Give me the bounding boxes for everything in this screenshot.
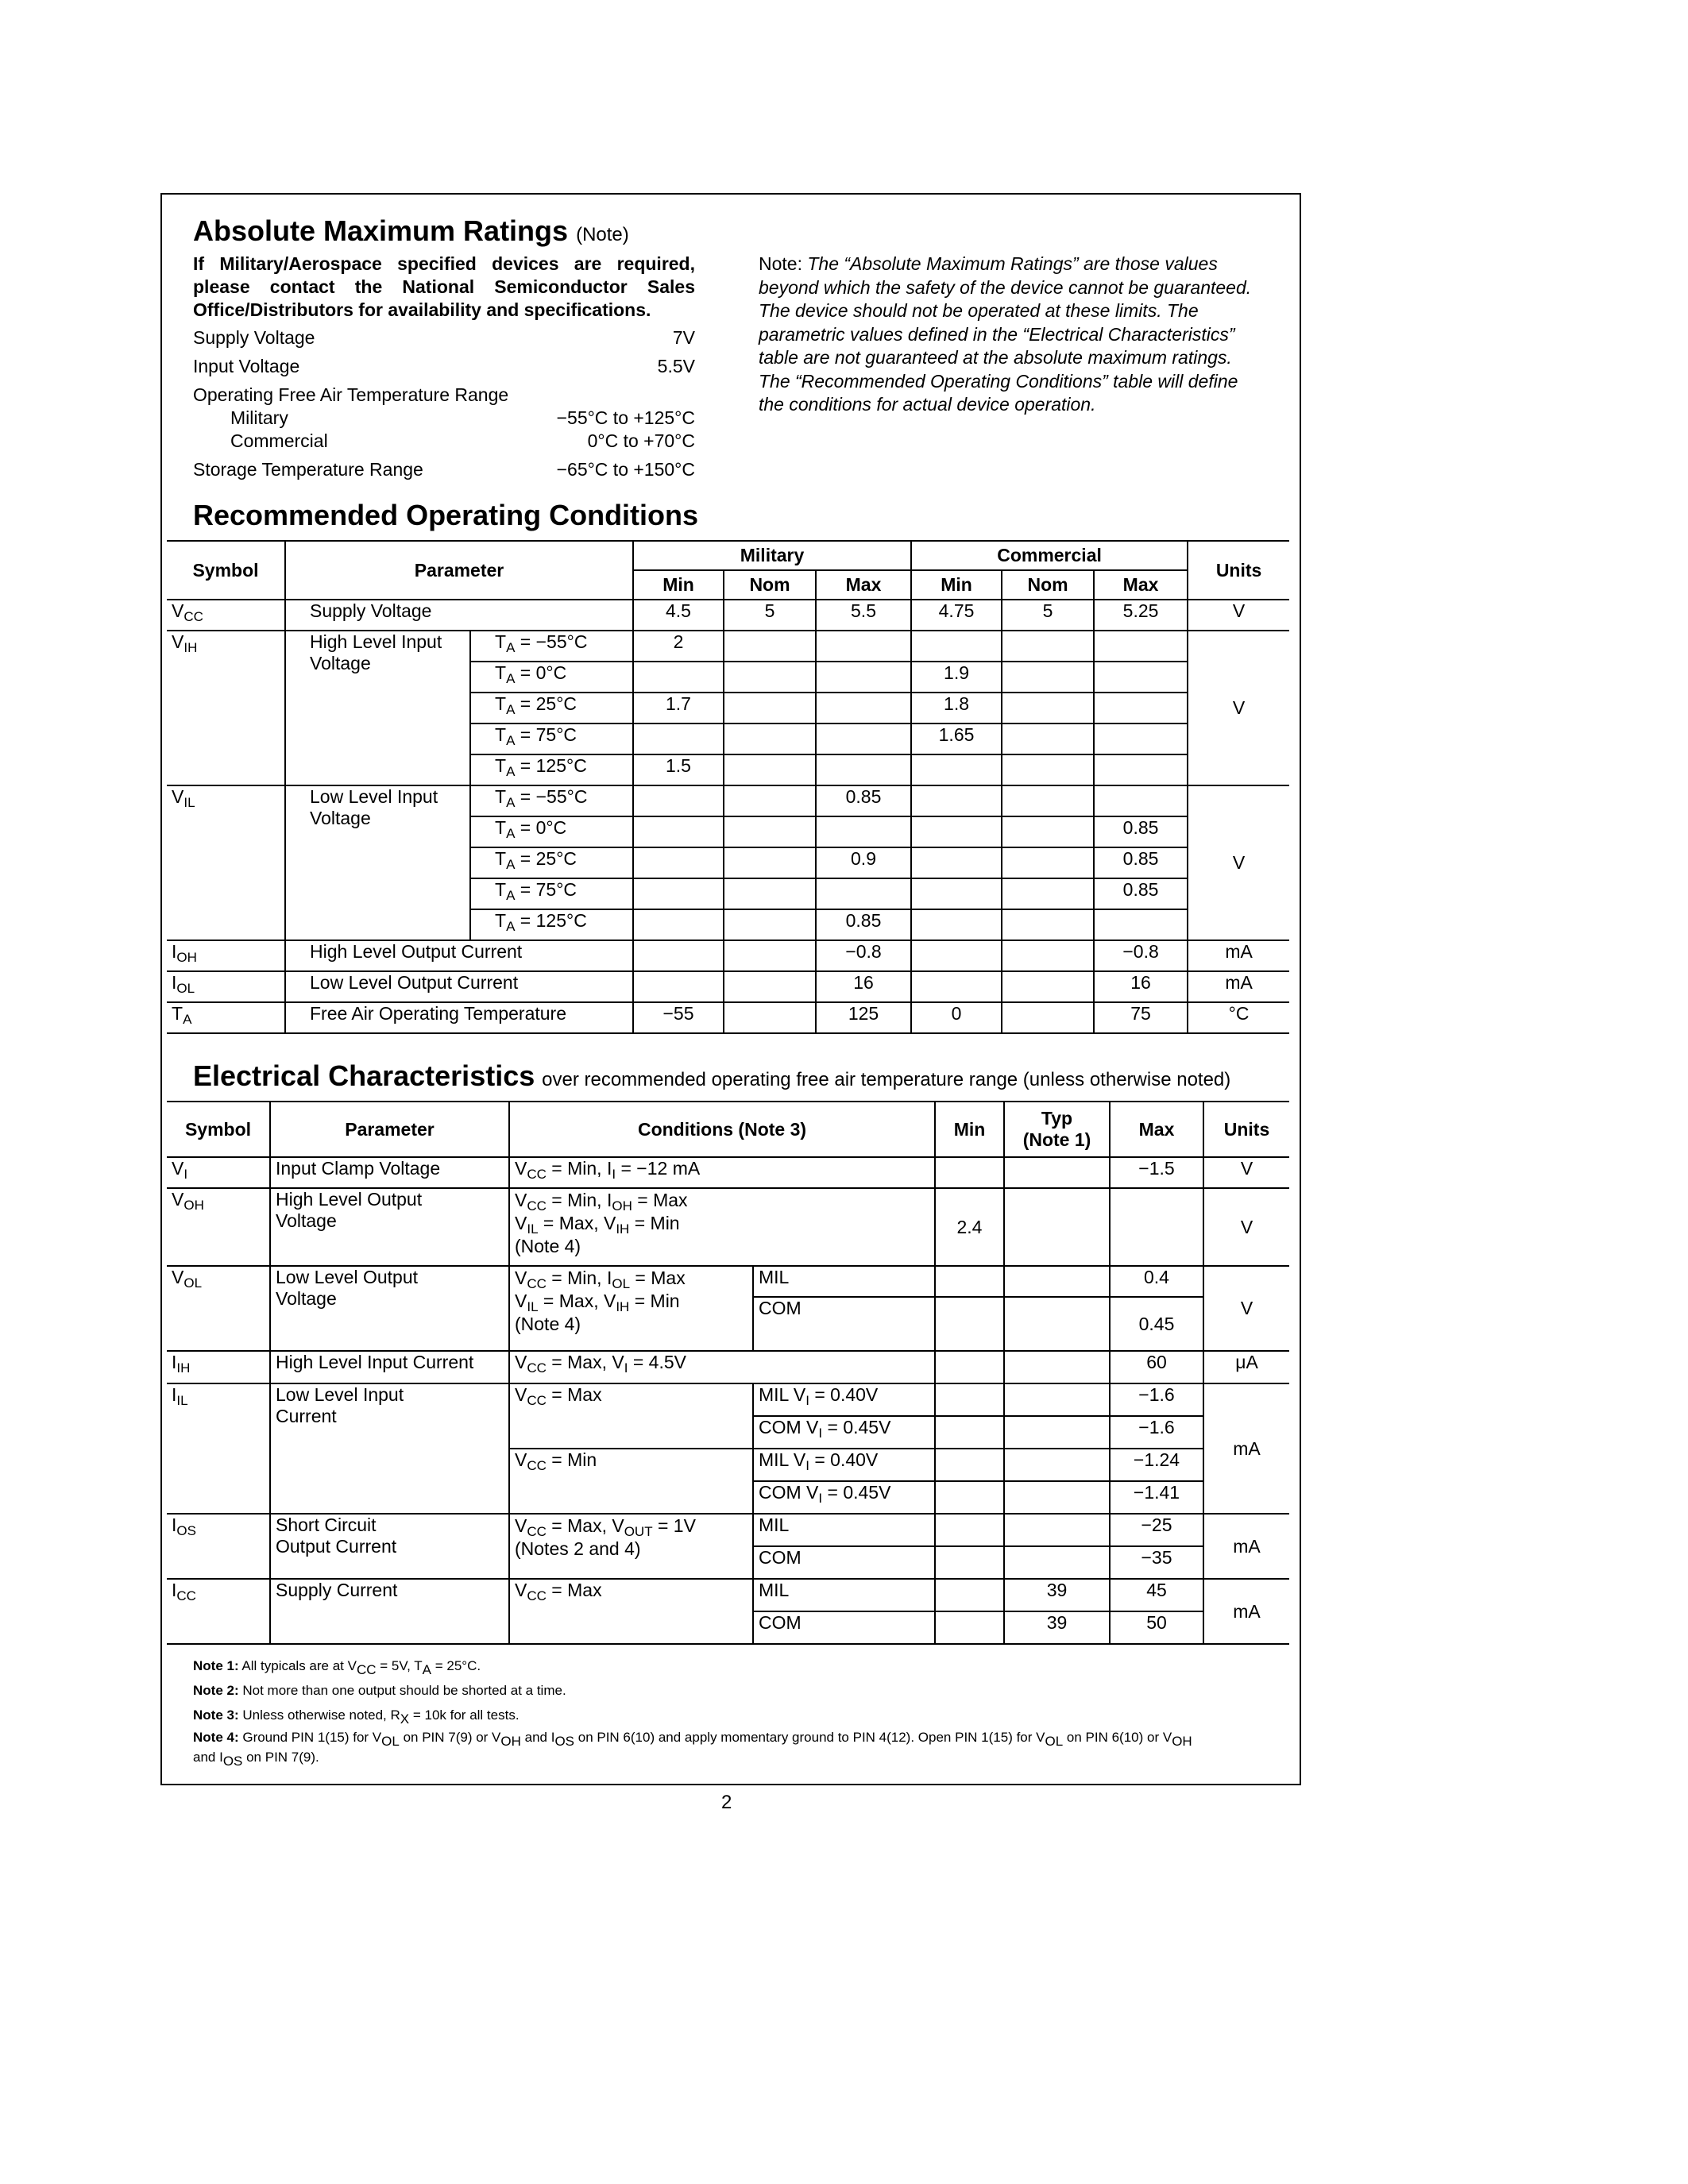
ec-row-ios: $I_{OS}$ Short Circuit Output Current $V_{CC}$ = Max, $V_{OUT} = 1V$ (Notes 2 and 4) MIL −25 mA <box>167 1514 1289 1546</box>
roc-row-vil: $V_{IL}$ Low Level Input Voltage $T_A = -55^\circ C$ 0.85 V <box>167 785 1289 816</box>
roc-h-max: Max <box>1094 570 1188 600</box>
roc-row-vcc: $V_{CC}$ Supply Voltage 4.5 5 5.5 4.75 5 5.25 V <box>167 600 1289 631</box>
roc-h-commercial: Commercial <box>911 541 1188 570</box>
ec-h-conditions: Conditions (Note 3) <box>509 1102 935 1157</box>
note-3: Note 3: Unless otherwise noted, $R_X = 10k$ for all tests. <box>193 1707 520 1727</box>
ec-row-iil: $I_{IL}$ Low Level Input Current $V_{CC}$ = Max MIL $V_I = 0.40V$ −1.6 mA <box>167 1383 1289 1416</box>
roc-row-ta: $T_A$ Free Air Operating Temperature −55 125 0 75 °C <box>167 1002 1289 1033</box>
roc-row-ioh: $I_{OH}$ High Level Output Current −0.8 −0.8 mA <box>167 940 1289 971</box>
roc-h-parameter: Parameter <box>285 541 633 600</box>
ec-h-parameter: Parameter <box>270 1102 509 1157</box>
roc-h-max: Max <box>816 570 911 600</box>
amr-row-storage: Storage Temperature Range −65°C to +150°C <box>193 459 695 480</box>
ec-h-symbol: Symbol <box>167 1102 270 1157</box>
ec-h-max: Max <box>1110 1102 1203 1157</box>
amr-row-input: Input Voltage 5.5V <box>193 356 695 376</box>
ec-row-iih: $I_{IH}$ High Level Input Current $V_{CC}$ = Max, $V_I = 4.5V$ 60 μA <box>167 1351 1289 1383</box>
ec-h-min: Min <box>935 1102 1004 1157</box>
ec-h-typ: Typ (Note 1) <box>1004 1102 1110 1157</box>
page-number: 2 <box>721 1792 732 1813</box>
amr-row-military: Military −55°C to +125°C <box>230 407 695 428</box>
note-4: Note 4: Ground PIN 1(15) for $V_{OL}$ on PIN 7(9) or $V_{OH}$ and $I_{OS}$ on PIN 6(10) and apply momentary ground to PIN 4(12). Open PIN 1(15) for $V_{OL}$ on PIN 6(10) or $V_{OH}$ and $I_{OS}$ on PIN 7(9). <box>193 1730 1192 1769</box>
ec-h-units: Units <box>1203 1102 1289 1157</box>
ec-title: Electrical Characteristics over recommended operating free air temperature range (unless otherwise noted) <box>193 1059 1231 1092</box>
roc-row-vih: $V_{IH}$ High Level Input Voltage $T_A = -55^\circ C$ 2 V <box>167 631 1289 662</box>
roc-h-symbol: Symbol <box>167 541 285 600</box>
roc-h-nom: Nom <box>724 570 816 600</box>
roc-table: Symbol Parameter Military Commercial Units Min Nom Max Min Nom Max $V_{CC}$ Supply Voltage 4.5 5 5.5 4.75 5 5.25 V $V_{IH}$ High Level Input Voltage $T_A = -55^\circ C$ 2 V $T_A = 0^\circ C$ 1.9 $T_A = 25^\circ C$ 1.7 1.8 $T_A = 75^\circ C$ 1.65 $T_A = 125^\circ C$ 1.5 $V_{IL}$ Low Level Input Voltage $T_A = -55^\circ C$ 0.85 V $T_A = 0^\circ C$ 0.85 $T_A = 25^\circ C$ 0.9 0.85 $T_A = 75^\circ C$ 0.85 $T_A = 125^\circ C$ 0.85 $I_{OH}$ High Level Output Current −0.8 −0.8 mA $I_{OL}$ Low Level Output Current 16 16 mA $T_A$ Free Air Operating Temperature −55 125 0 75 °C <box>167 540 1289 1034</box>
ec-row-voh: $V_{OH}$ High Level Output Voltage $V_{CC}$ = Min, $I_{OH}$ = Max $V_{IL}$ = Max, $V_{IH}$ = Min (Note 4) 2.4 V <box>167 1188 1289 1266</box>
roc-h-military: Military <box>633 541 911 570</box>
ec-row-vi: $V_I$ Input Clamp Voltage $V_{CC}$ = Min, $I_I = -12$ mA −1.5 V <box>167 1157 1289 1188</box>
note-1: Note 1: All typicals are at $V_{CC} = 5V$, $T_A = 25^\circ C$. <box>193 1658 481 1677</box>
roc-h-nom: Nom <box>1002 570 1094 600</box>
amr-note: Note: The “Absolute Maximum Ratings” are those values beyond which the safety of the device cannot be guaranteed. The device should not be operated at these limits. The parametric values defined in the “Electrical Characteristics” table are not guaranteed at the absolute maximum ratings. The “Recommended Operating Conditions” table will define the conditions for actual device operation. <box>759 253 1252 415</box>
amr-title: Absolute Maximum Ratings (Note) <box>193 214 629 247</box>
amr-row-commercial: Commercial 0°C to +70°C <box>230 430 695 451</box>
ec-row-vol: $V_{OL}$ Low Level Output Voltage $V_{CC}$ = Min, $I_{OL}$ = Max $V_{IL}$ = Max, $V_{IH}$ = Min (Note 4) MIL 0.4 V <box>167 1266 1289 1297</box>
notes <box>193 1653 1289 1767</box>
roc-h-min: Min <box>911 570 1002 600</box>
ec-row-icc: $I_{CC}$ Supply Current $V_{CC}$ = Max MIL 39 45 mA <box>167 1579 1289 1611</box>
amr-row-temp: Operating Free Air Temperature Range <box>193 384 509 405</box>
amr-notice: If Military/Aerospace specified devices are required, please contact the National Semiconductor Sales Office/Distributors for availability and specifications. <box>193 253 695 320</box>
roc-h-min: Min <box>633 570 724 600</box>
roc-title: Recommended Operating Conditions <box>193 499 699 531</box>
amr-row-supply: Supply Voltage 7V <box>193 327 695 348</box>
roc-h-units: Units <box>1188 541 1289 600</box>
roc-row-iol: $I_{OL}$ Low Level Output Current 16 16 mA <box>167 971 1289 1002</box>
ec-table: Symbol Parameter Conditions (Note 3) Min Typ (Note 1) Max Units $V_I$ Input Clamp Voltage $V_{CC}$ = Min, $I_I = -12$ mA −1.5 V $V_{OH}$ High Level Output Voltage $V_{CC}$ = Min, $I_{OH}$ = Max $V_{IL}$ = Max, $V_{IH}$ = Min (Note 4) 2.4 V $V_{OL}$ Low Level Output Voltage $V_{CC}$ = Min, $I_{OL}$ = Max $V_{IL}$ = Max, $V_{IH}$ = Min (Note 4) MIL 0.4 V COM 0.45 $I_{IH}$ High Level Input Current $V_{CC}$ = Max, $V_I = 4.5V$ 60 μA $I_{IL}$ Low Level Input Current $V_{CC}$ = Max MIL $V_I = 0.40V$ −1.6 mA COM $V_I = 0.45V$ −1.6 $V_{CC}$ = Min MIL $V_I = 0.40V$ −1.24 COM $V_I = 0.45V$ −1.41 $I_{OS}$ Short Circuit Output Current $V_{CC}$ = Max, $V_{OUT} = 1V$ (Notes 2 and 4) MIL −25 mA COM −35 $I_{CC}$ Supply Current $V_{CC}$ = Max MIL 39 45 mA COM 39 50 <box>167 1101 1289 1645</box>
note-2: Note 2: Not more than one output should be shorted at a time. <box>193 1683 566 1698</box>
